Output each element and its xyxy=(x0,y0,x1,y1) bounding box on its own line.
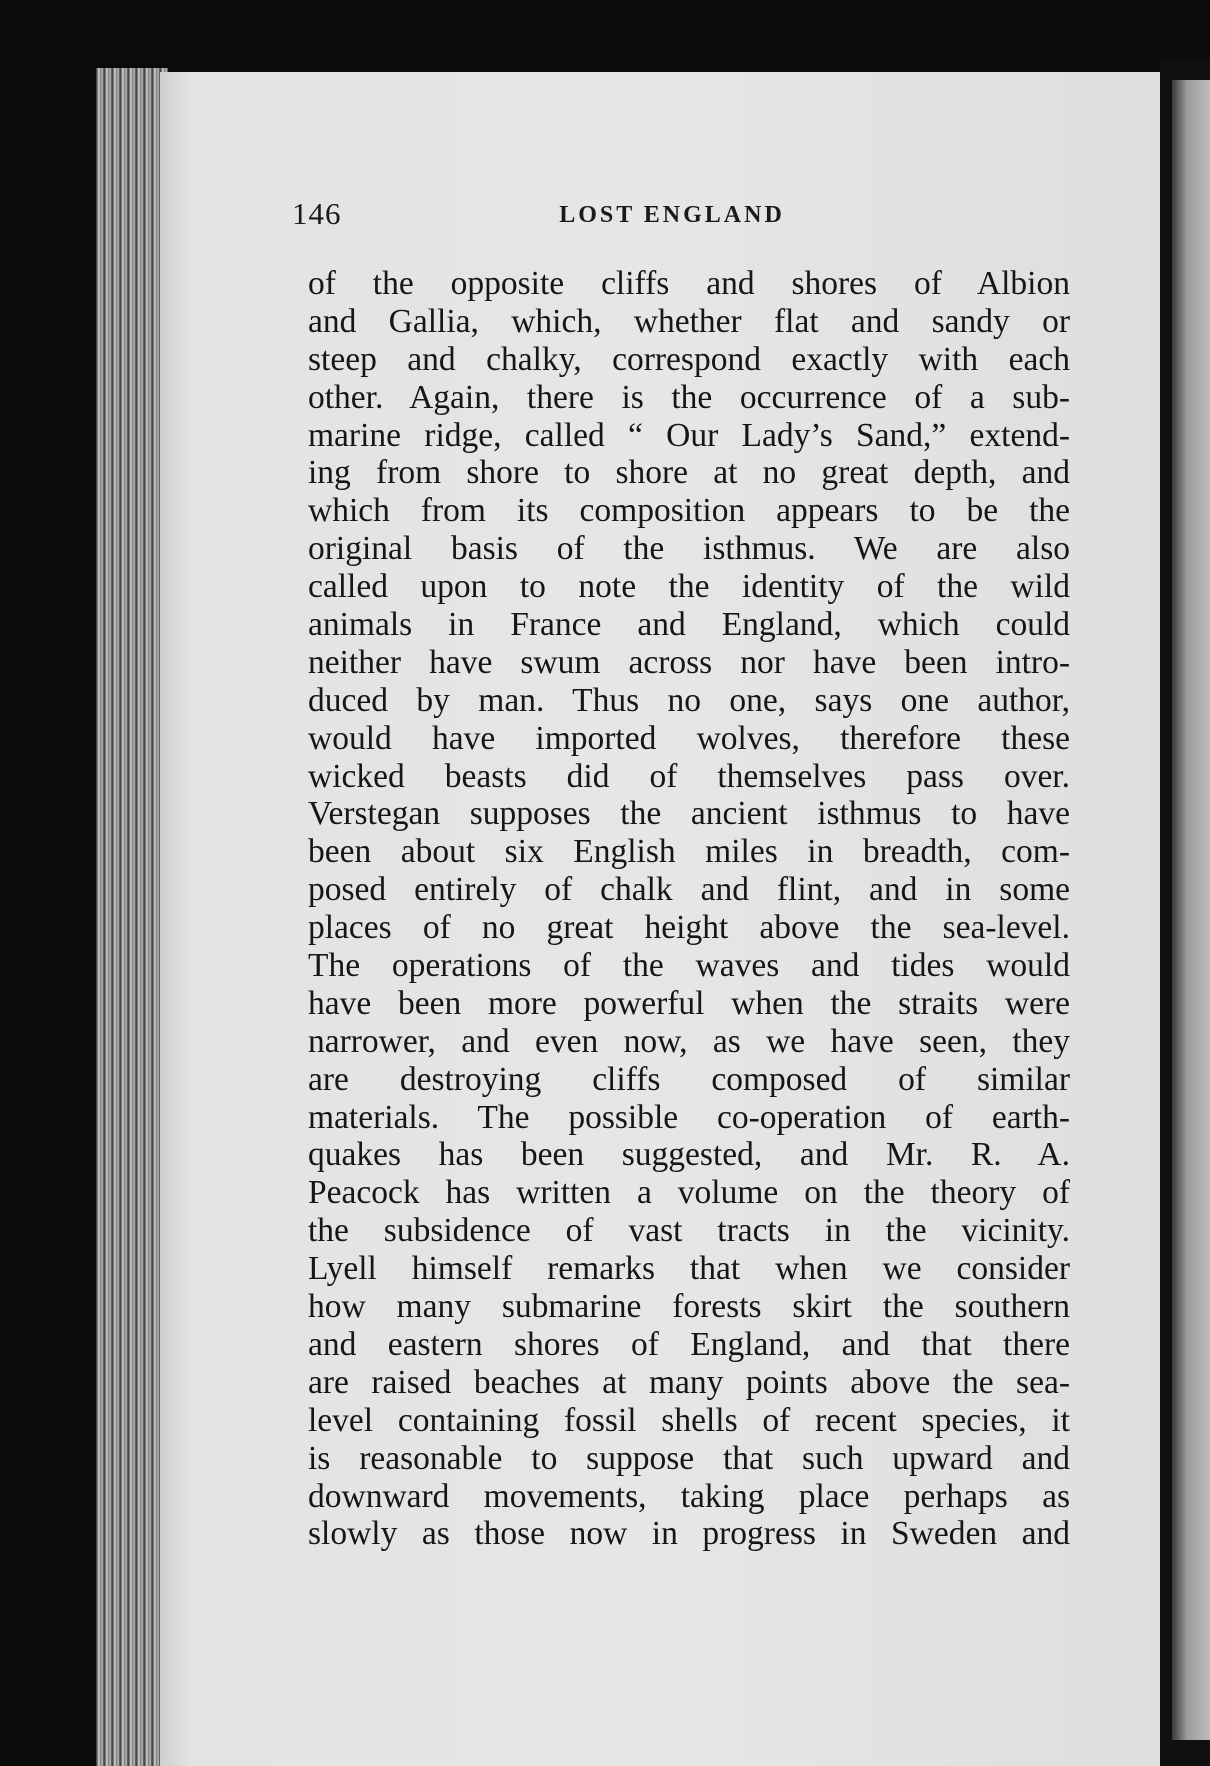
text-line: and Gallia, which, whether flat and sandy or xyxy=(308,302,1070,340)
text-line: marine ridge, called “ Our Lady’s Sand,” extend- xyxy=(308,416,1070,454)
running-title: LOST ENGLAND xyxy=(559,202,785,228)
text-line: animals in France and England, which could xyxy=(308,606,1070,644)
text-line: steep and chalky, correspond exactly with each xyxy=(308,340,1070,378)
text-line: materials. The possible co-operation of earth- xyxy=(308,1098,1070,1136)
text-line: are raised beaches at many points above the sea- xyxy=(308,1363,1070,1401)
text-line: Verstegan supposes the ancient isthmus to have xyxy=(308,795,1070,833)
text-line: would have imported wolves, therefore these xyxy=(308,719,1070,757)
text-line: other. Again, there is the occurrence of a sub- xyxy=(308,378,1070,416)
text-line: neither have swum across nor have been intro- xyxy=(308,643,1070,681)
text-line: and eastern shores of England, and that there xyxy=(308,1325,1070,1363)
text-line: The operations of the waves and tides would xyxy=(308,947,1070,985)
text-line: how many submarine forests skirt the southern xyxy=(308,1288,1070,1326)
text-line: called upon to note the identity of the wild xyxy=(308,568,1070,606)
text-line: slowly as those now in progress in Sweden and xyxy=(308,1515,1070,1553)
text-line: duced by man. Thus no one, says one author, xyxy=(308,681,1070,719)
facing-page-edge xyxy=(1160,60,1210,1766)
text-line: Peacock has written a volume on the theory of xyxy=(308,1174,1070,1212)
text-line: the subsidence of vast tracts in the vicinity. xyxy=(308,1212,1070,1250)
text-line: Lyell himself remarks that when we consider xyxy=(308,1250,1070,1288)
text-line: been about six English miles in breadth, com- xyxy=(308,833,1070,871)
page-number: 146 xyxy=(292,196,342,231)
text-line: original basis of the isthmus. We are also xyxy=(308,530,1070,568)
text-line: quakes has been suggested, and Mr. R. A. xyxy=(308,1136,1070,1174)
text-line: which from its composition appears to be the xyxy=(308,492,1070,530)
text-line: is reasonable to suppose that such upward and xyxy=(308,1439,1070,1477)
text-line: places of no great height above the sea-level. xyxy=(308,909,1070,947)
book-page-edges xyxy=(96,68,168,1766)
text-line: posed entirely of chalk and flint, and in some xyxy=(308,871,1070,909)
body-text xyxy=(308,265,1070,1553)
text-line: narrower, and even now, as we have seen, they xyxy=(308,1022,1070,1060)
page-header xyxy=(292,196,1052,236)
text-line: downward movements, taking place perhaps as xyxy=(308,1477,1070,1515)
text-line: have been more powerful when the straits were xyxy=(308,984,1070,1022)
text-line: of the opposite cliffs and shores of Albion xyxy=(308,265,1070,302)
text-line: ing from shore to shore at no great depth, and xyxy=(308,454,1070,492)
text-line: are destroying cliffs composed of similar xyxy=(308,1060,1070,1098)
text-line: wicked beasts did of themselves pass over. xyxy=(308,757,1070,795)
text-line: level containing fossil shells of recent species, it xyxy=(308,1401,1070,1439)
